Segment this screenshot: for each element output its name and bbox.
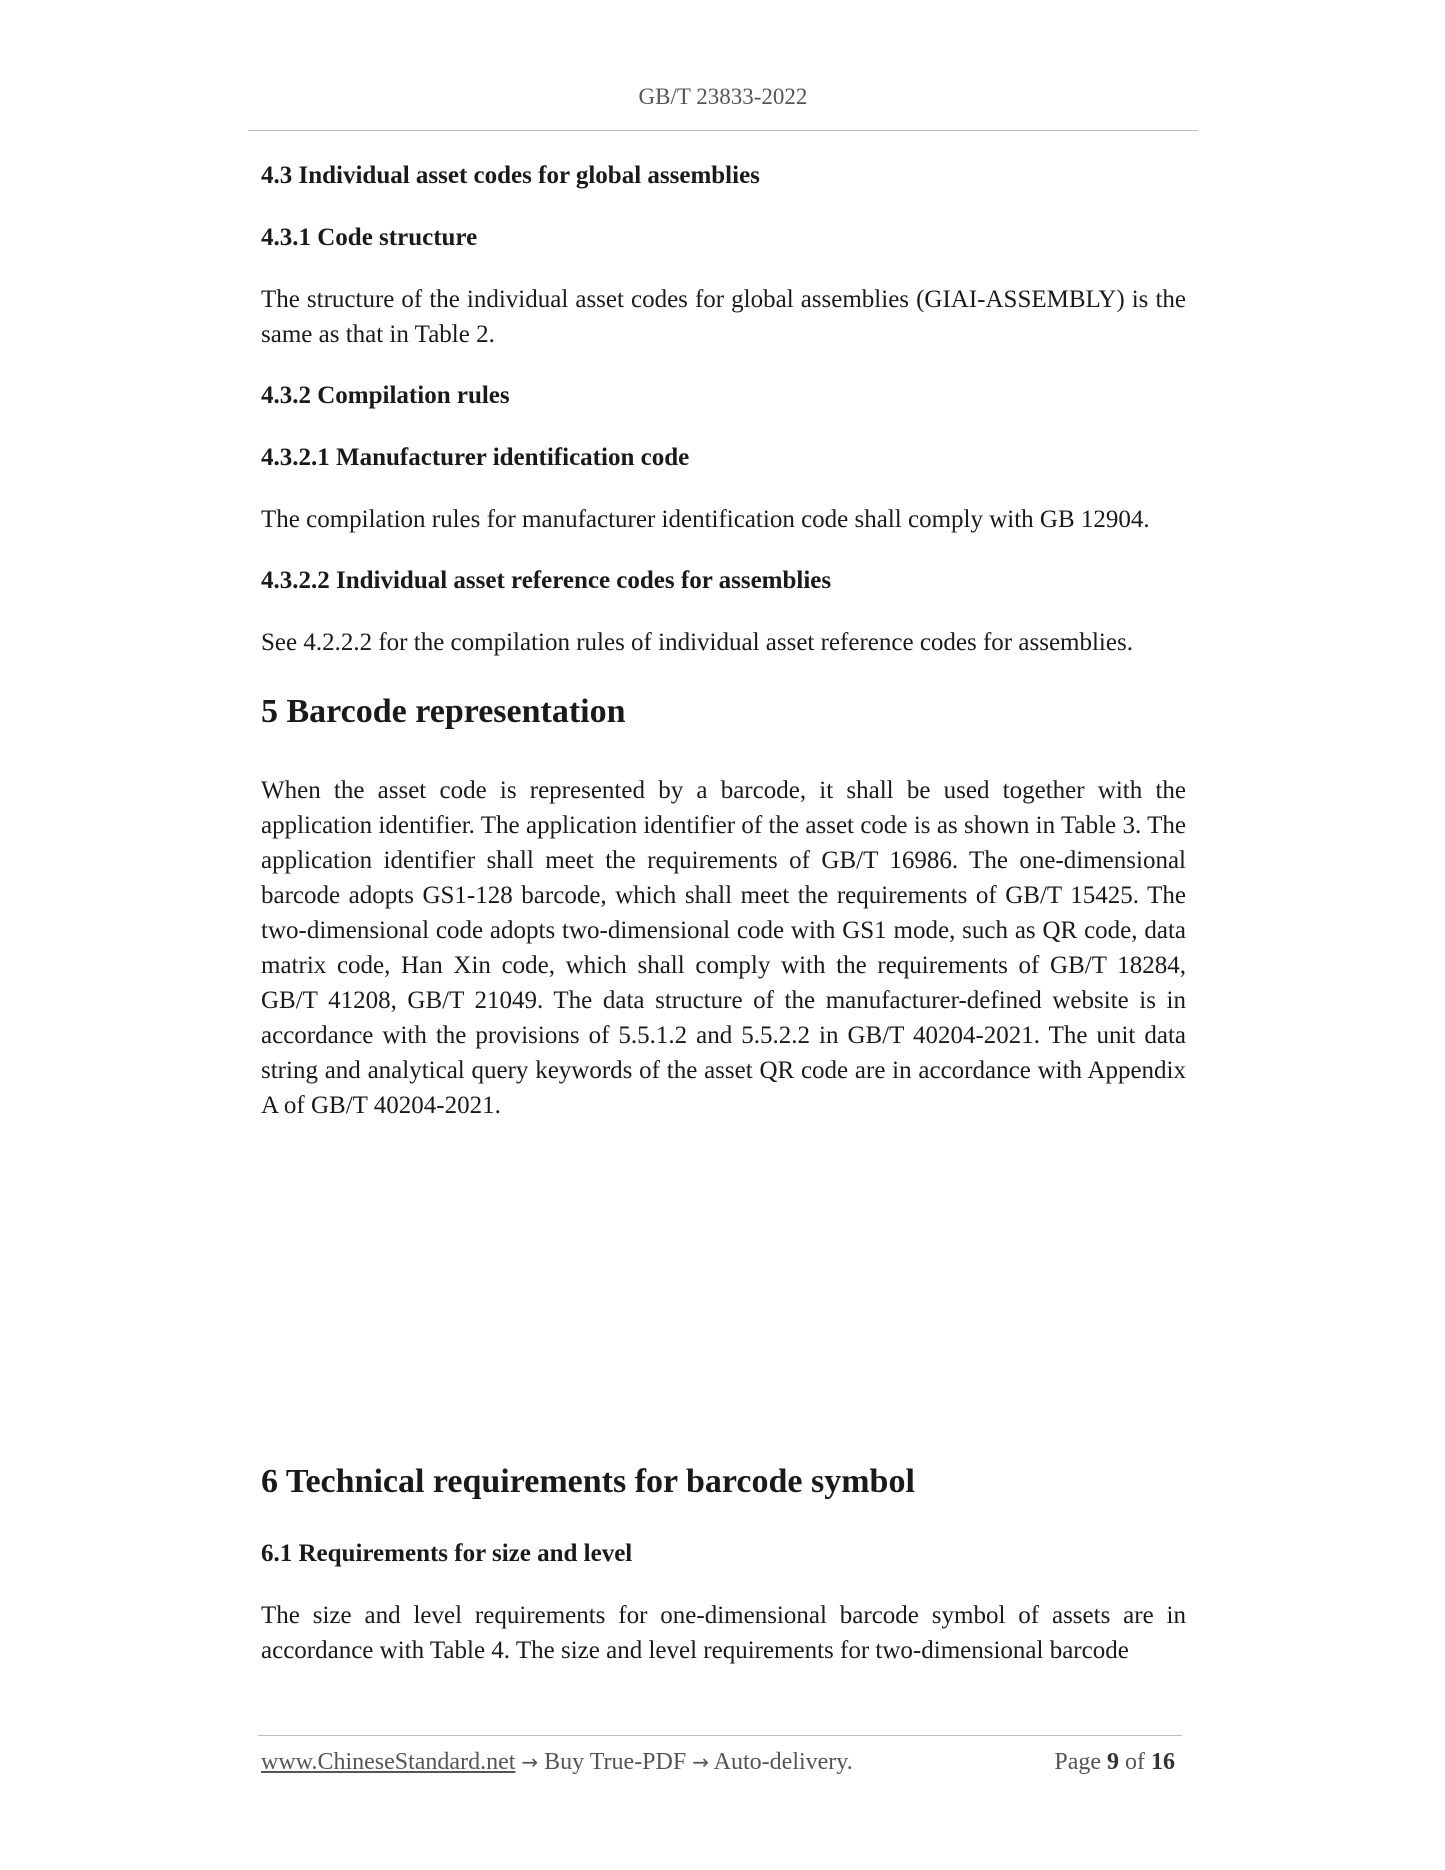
delivery-text: Auto-delivery. (713, 1749, 853, 1775)
section-4-3-heading: 4.3 Individual asset codes for global assemblies (261, 162, 760, 189)
page-indicator (1054, 1749, 1175, 1776)
section-5-heading: 5 Barcode representation (261, 693, 626, 730)
buy-text: Buy True-PDF (544, 1749, 687, 1775)
section-4-3-2-1-heading: 4.3.2.1 Manufacturer identification code (261, 444, 690, 471)
section-5-paragraph: When the asset code is represented by a barcode, it shall be used together with the application identifier. The application identifier of the asset code is as shown in Table 3. The application identifier shall meet the requirements of GB/T 16986. The one-dimensional barcode adopts GS1-128 barcode, which shall meet the requirements of GB/T 15425. The two-dimensional code adopts two-dimensional code with GS1 mode, such as QR code, data matrix code, Han Xin code, which shall comply with the requirements of GB/T 18284, GB/T 41208, GB/T 21049. The data structure of the manufacturer-defined website is in accordance with the provisions of 5.5.1.2 and 5.5.2.2 in GB/T 40204-2021. The unit data string and analytical query keywords of the asset QR code are in accordance with Appendix A of GB/T 40204-2021. (261, 777, 1186, 1119)
page-body (261, 158, 1186, 1668)
running-header: GB/T 23833-2022 (638, 84, 808, 109)
section-4-3-2-2-paragraph: See 4.2.2.2 for the compilation rules of individual asset reference codes for assemblies. (261, 629, 1133, 656)
arrow-right-icon: → (692, 1750, 709, 1774)
website-link[interactable]: www.ChineseStandard.net (261, 1749, 516, 1775)
section-6-1-heading: 6.1 Requirements for size and level (261, 1540, 633, 1567)
section-4-3-2-1-paragraph: The compilation rules for manufacturer identification code shall comply with GB 12904. (261, 506, 1150, 533)
page-footer (261, 1749, 1181, 1785)
section-6-heading: 6 Technical requirements for barcode symbol (261, 1463, 915, 1500)
section-4-3-2-heading: 4.3.2 Compilation rules (261, 382, 510, 409)
page-label: Page (1054, 1749, 1101, 1775)
of-label: of (1125, 1749, 1145, 1775)
page-total: 16 (1151, 1749, 1175, 1775)
section-6-1-paragraph: The size and level requirements for one-dimensional barcode symbol of assets are in accordance with Table 4. The size and level requirements for two-dimensional barcode (261, 1602, 1186, 1664)
section-4-3-1-paragraph: The structure of the individual asset codes for global assemblies (GIAI-ASSEMBLY) is the same as that in Table 2. (261, 286, 1186, 348)
page-number: 9 (1107, 1749, 1119, 1775)
section-4-3-1-heading: 4.3.1 Code structure (261, 224, 478, 251)
footer-promo (261, 1749, 853, 1776)
section-4-3-2-2-heading: 4.3.2.2 Individual asset reference codes for assemblies (261, 567, 832, 594)
header-divider (248, 130, 1198, 131)
footer-divider (258, 1735, 1182, 1736)
arrow-right-icon: → (521, 1750, 539, 1774)
